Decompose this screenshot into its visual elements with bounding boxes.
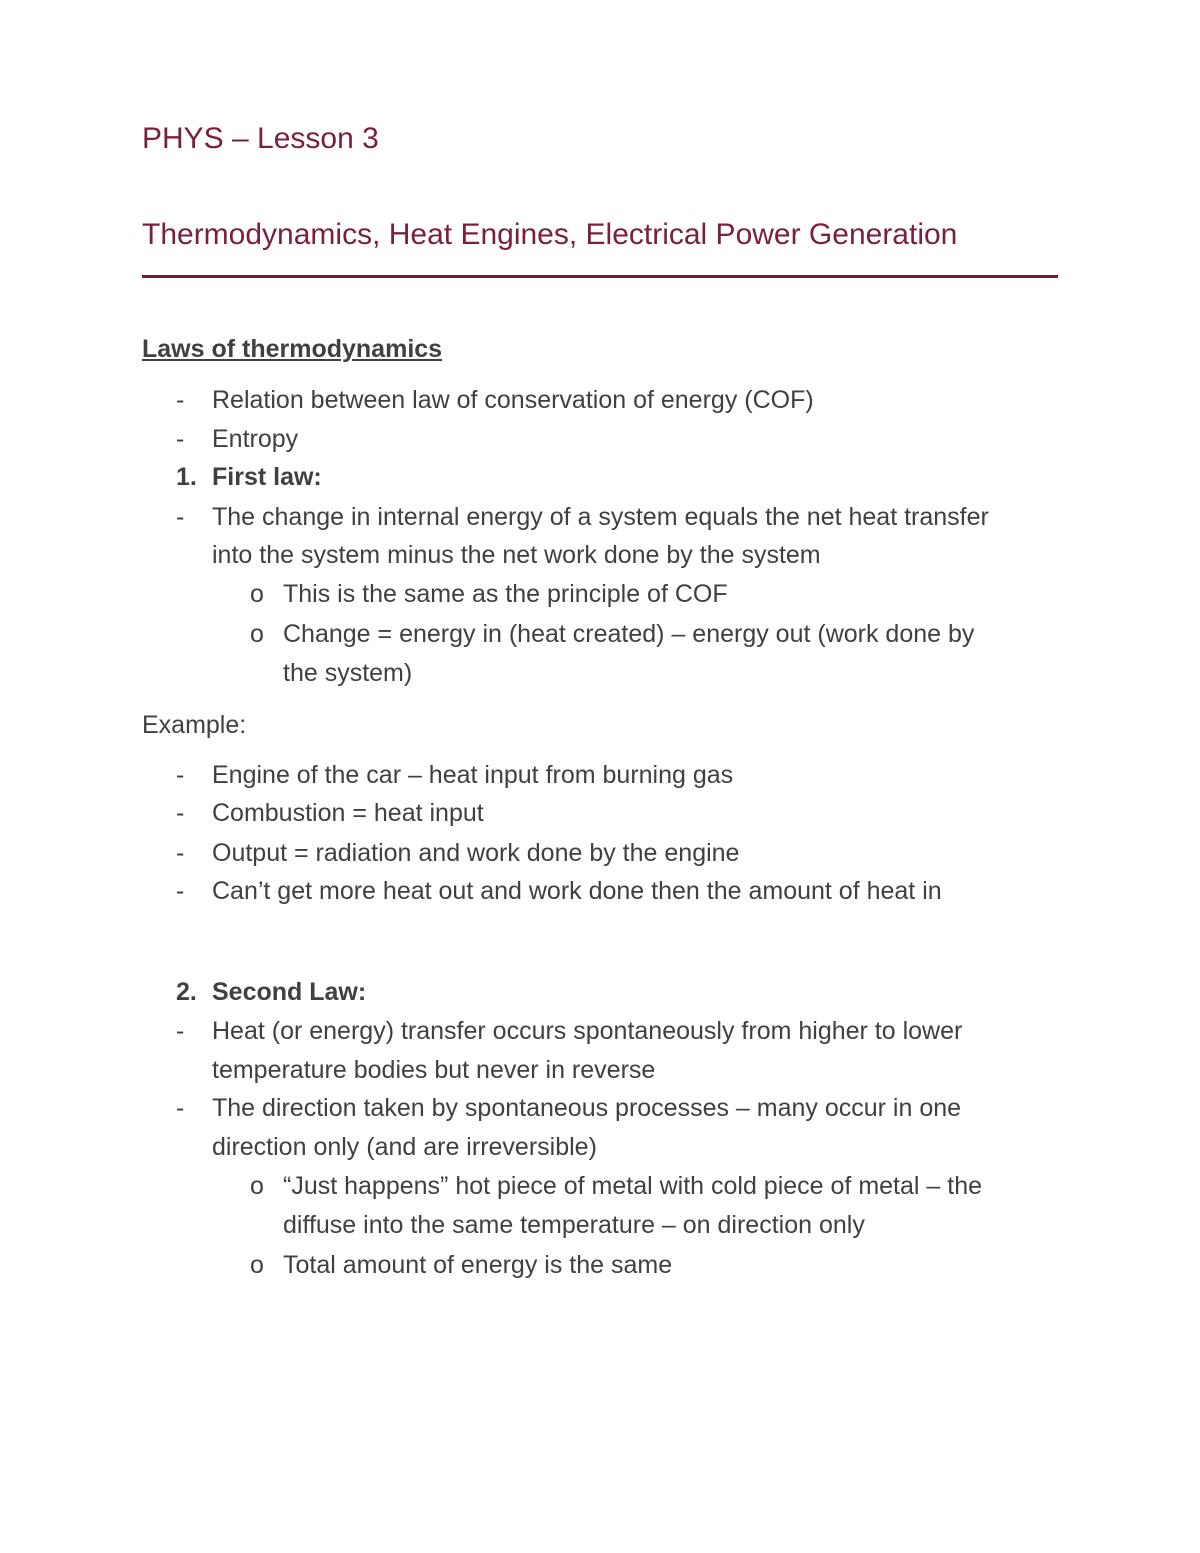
dash-marker: - xyxy=(176,386,185,414)
list-item: Entropy xyxy=(212,425,299,453)
list-item: Combustion = heat input xyxy=(212,799,484,827)
example-label: Example: xyxy=(142,711,247,739)
list-item-line: The direction taken by spontaneous processes – many occur in one xyxy=(212,1094,962,1122)
list-item-line: into the system minus the net work done by the system xyxy=(212,541,821,569)
list-item-line: direction only (and are irreversible) xyxy=(212,1133,597,1161)
dash-marker: - xyxy=(176,425,185,453)
dash-marker: - xyxy=(176,839,185,867)
first-law-number: 1. xyxy=(176,463,197,491)
second-law-label: Second Law: xyxy=(212,978,367,1006)
list-item: Engine of the car – heat input from burning gas xyxy=(212,761,734,789)
list-item: Output = radiation and work done by the engine xyxy=(212,839,740,867)
dash-marker: - xyxy=(176,761,185,789)
dash-marker: - xyxy=(176,1094,185,1122)
circle-marker: o xyxy=(250,580,264,608)
dash-marker: - xyxy=(176,1017,185,1045)
list-item: Relation between law of conservation of energy (COF) xyxy=(212,386,814,414)
circle-marker: o xyxy=(250,1172,264,1200)
dash-marker: - xyxy=(176,799,185,827)
circle-marker: o xyxy=(250,620,264,648)
dash-marker: - xyxy=(176,503,185,531)
dash-marker: - xyxy=(176,877,185,905)
first-law-label: First law: xyxy=(212,463,322,491)
list-item: Can’t get more heat out and work done then the amount of heat in xyxy=(212,877,942,905)
sub-list-item: Total amount of energy is the same xyxy=(283,1251,673,1279)
title-divider xyxy=(142,275,1058,278)
sub-list-item: This is the same as the principle of COF xyxy=(283,580,728,608)
sub-list-item-line: the system) xyxy=(283,659,413,687)
sub-list-item-line: Change = energy in (heat created) – energy out (work done by xyxy=(283,620,975,648)
section-heading: Laws of thermodynamics xyxy=(142,335,443,363)
sub-list-item-line: diffuse into the same temperature – on direction only xyxy=(283,1211,865,1239)
list-item-line: The change in internal energy of a system equals the net heat transfer xyxy=(212,503,989,531)
list-item-line: temperature bodies but never in reverse xyxy=(212,1056,656,1084)
page-subtitle: Thermodynamics, Heat Engines, Electrical Power Generation xyxy=(142,218,958,251)
list-item-line: Heat (or energy) transfer occurs spontaneously from higher to lower xyxy=(212,1017,963,1045)
circle-marker: o xyxy=(250,1251,264,1279)
sub-list-item-line: “Just happens” hot piece of metal with cold piece of metal – the xyxy=(283,1172,982,1200)
page-title: PHYS – Lesson 3 xyxy=(142,122,379,155)
second-law-number: 2. xyxy=(176,978,197,1006)
